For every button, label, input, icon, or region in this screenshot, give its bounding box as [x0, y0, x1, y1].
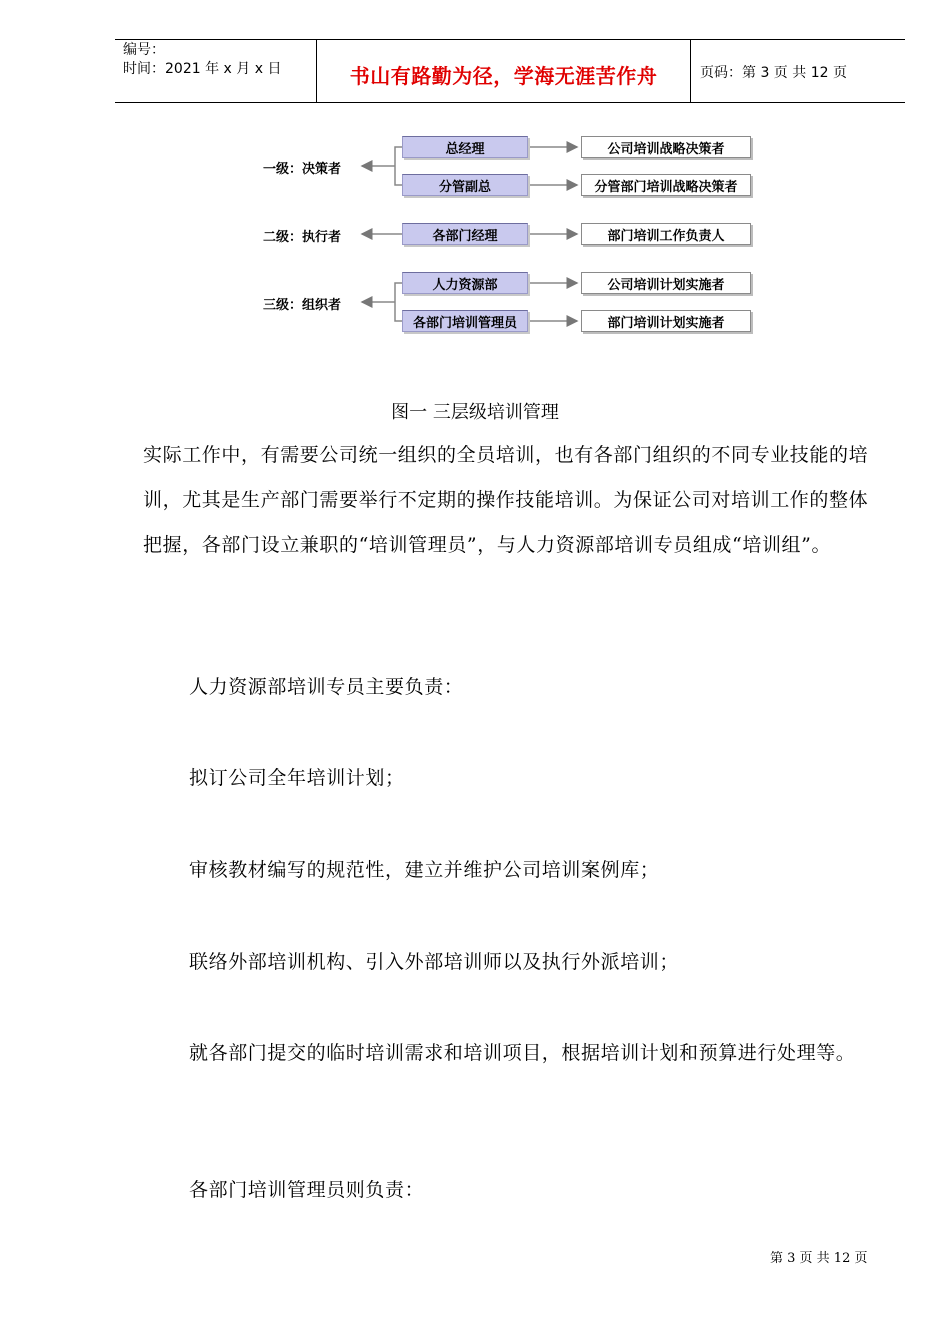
role-box: 总经理 [402, 136, 528, 158]
header-motto: 书山有路勤为径，学海无涯苦作舟 [349, 64, 658, 88]
time-label: 时间：2021 年 x 月 x 日 [123, 61, 282, 77]
level-2-label: 二级：执行者 [263, 230, 342, 245]
role-box: 分管副总 [402, 174, 528, 196]
training-hierarchy-diagram [255, 125, 765, 345]
body-paragraph: 拟订公司全年培训计划； [189, 767, 405, 789]
body-paragraph: 审核教材编写的规范性，建立并维护公司培训案例库； [189, 859, 660, 881]
level-1-label: 一级：决策者 [263, 162, 342, 177]
page-header [115, 39, 905, 103]
body-paragraph: 各部门培训管理员则负责： [189, 1179, 425, 1201]
header-page-info: 页码：第 3 页 共 12 页 [700, 65, 847, 81]
role-box: 人力资源部 [402, 272, 528, 294]
body-paragraph: 人力资源部培训专员主要负责： [189, 676, 464, 698]
role-box: 各部门经理 [402, 223, 528, 245]
responsibility-box: 分管部门培训战略决策者 [581, 174, 751, 196]
body-paragraph: 联络外部培训机构、引入外部培训师以及执行外派培训； [189, 951, 680, 973]
header-motto-cell [316, 40, 691, 102]
page-footer: 第 3 页 共 12 页 [770, 1251, 868, 1266]
header-page-cell [690, 40, 905, 102]
body-paragraph: 就各部门提交的临时培训需求和培训项目，根据培训计划和预算进行处理等。 [189, 1042, 856, 1064]
body-paragraph: 实际工作中，有需要公司统一组织的全员培训，也有各部门组织的不同专业技能的培训，尤其是生产部门需要举行不定期的操作技能培训。为保证公司对培训工作的整体把握，各部门设立兼职的“培训管理员”，与人力资源部培训专员组成“培训组”。 [143, 444, 869, 556]
serial-label: 编号： [123, 42, 165, 58]
role-box: 各部门培训管理员 [402, 310, 528, 332]
header-meta-cell [115, 40, 316, 102]
figure-caption: 图一 三层级培训管理 [391, 402, 559, 423]
level-3-label: 三级：组织者 [263, 298, 342, 313]
responsibility-box: 部门培训工作负责人 [581, 223, 751, 245]
responsibility-box: 部门培训计划实施者 [581, 310, 751, 332]
responsibility-box: 公司培训计划实施者 [581, 272, 751, 294]
responsibility-box: 公司培训战略决策者 [581, 136, 751, 158]
